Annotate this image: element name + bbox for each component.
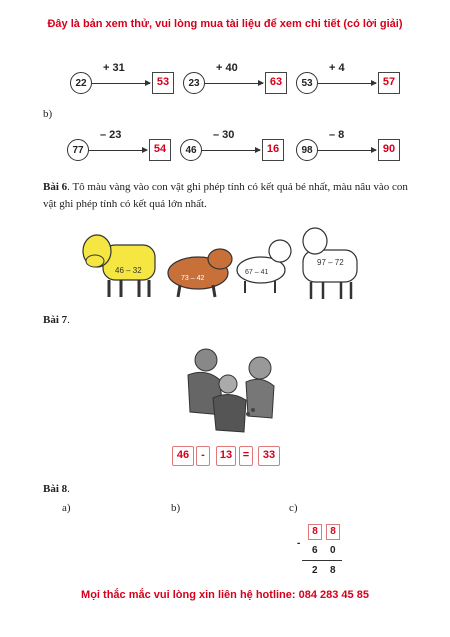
- input-circle: 98: [296, 139, 318, 161]
- result-box: 53: [152, 72, 174, 94]
- result-box: 16: [262, 139, 284, 161]
- animals-illustration: [75, 225, 375, 305]
- exercise-7-suffix: .: [67, 314, 70, 326]
- digit: 8: [330, 565, 336, 576]
- operation-label: – 23: [100, 129, 122, 141]
- brown-dog-icon: [168, 249, 232, 297]
- equation-term: 13: [216, 446, 236, 466]
- input-circle: 53: [296, 72, 318, 94]
- operation-label: + 40: [216, 62, 238, 74]
- equation-result: 33: [258, 446, 280, 466]
- part-a-label: a): [62, 502, 71, 514]
- answer-box: 8: [308, 524, 322, 540]
- subtraction-row: [0, 129, 450, 169]
- result-box: 90: [378, 139, 400, 161]
- animal-expression: 97 – 72: [317, 258, 344, 267]
- arrow-icon: [92, 83, 150, 84]
- equation-operator: =: [239, 446, 253, 466]
- cat-icon: [237, 240, 291, 293]
- minus-sign: -: [297, 538, 301, 549]
- addition-row: [0, 62, 450, 102]
- part-b-label: b): [171, 502, 181, 514]
- hotline-notice: Mọi thắc mắc vui lòng xin liên hệ hotline: 084 283 45 85: [81, 589, 369, 601]
- white-cow-icon: [303, 228, 357, 299]
- part-c-label: c): [289, 502, 298, 514]
- equation-operator: -: [196, 446, 210, 466]
- digit: 6: [312, 545, 318, 556]
- result-box: 63: [265, 72, 287, 94]
- exercise-6-title: Bài 6: [43, 181, 68, 193]
- arrow-icon: [318, 83, 376, 84]
- sum-line: [302, 560, 342, 561]
- operation-chain: [183, 62, 303, 102]
- input-circle: 23: [183, 72, 205, 94]
- exercise-8-suffix: .: [67, 483, 70, 495]
- answer-box: 8: [326, 524, 340, 540]
- digit: 0: [330, 545, 336, 556]
- operation-chain: [296, 62, 416, 102]
- exercise-6-text: . Tô màu vàng vào con vật ghi phép tính có kết quả bé nhất, màu nâu vào con vật ghi phép tính có kết quả lớn nhất.: [43, 181, 408, 210]
- section-label-b: b): [43, 108, 53, 120]
- exercise-8-title: Bài 8: [43, 483, 68, 495]
- preview-notice: Đây là bản xem thử, vui lòng mua tài liệu để xem chi tiết (có lời giải): [47, 18, 403, 30]
- exercise-7-heading: [43, 312, 70, 329]
- equation-term: 46: [172, 446, 194, 466]
- operation-chain: [296, 129, 416, 169]
- operation-label: + 4: [329, 62, 345, 74]
- operation-chain: [70, 62, 190, 102]
- arrow-icon: [202, 150, 260, 151]
- animal-expression: 73 – 42: [181, 275, 205, 282]
- arrow-icon: [205, 83, 263, 84]
- operation-chain: [67, 129, 187, 169]
- exercise-7-title: Bài 7: [43, 314, 68, 326]
- arrow-icon: [89, 150, 147, 151]
- operation-label: – 30: [213, 129, 235, 141]
- arrow-icon: [318, 150, 376, 151]
- input-circle: 77: [67, 139, 89, 161]
- animal-expression: 46 – 32: [115, 266, 142, 275]
- input-circle: 22: [70, 72, 92, 94]
- digit: 2: [312, 565, 318, 576]
- operation-chain: [180, 129, 300, 169]
- operation-label: – 8: [329, 129, 345, 141]
- input-circle: 46: [180, 139, 202, 161]
- animal-expression: 67 – 41: [245, 269, 269, 276]
- result-box: 54: [149, 139, 171, 161]
- yellow-cow-icon: [83, 235, 155, 297]
- exercise-8-heading: [43, 481, 70, 498]
- children-playing-illustration: [168, 340, 288, 440]
- exercise-6-prompt: [43, 179, 413, 213]
- operation-label: + 31: [103, 62, 125, 74]
- result-box: 57: [378, 72, 400, 94]
